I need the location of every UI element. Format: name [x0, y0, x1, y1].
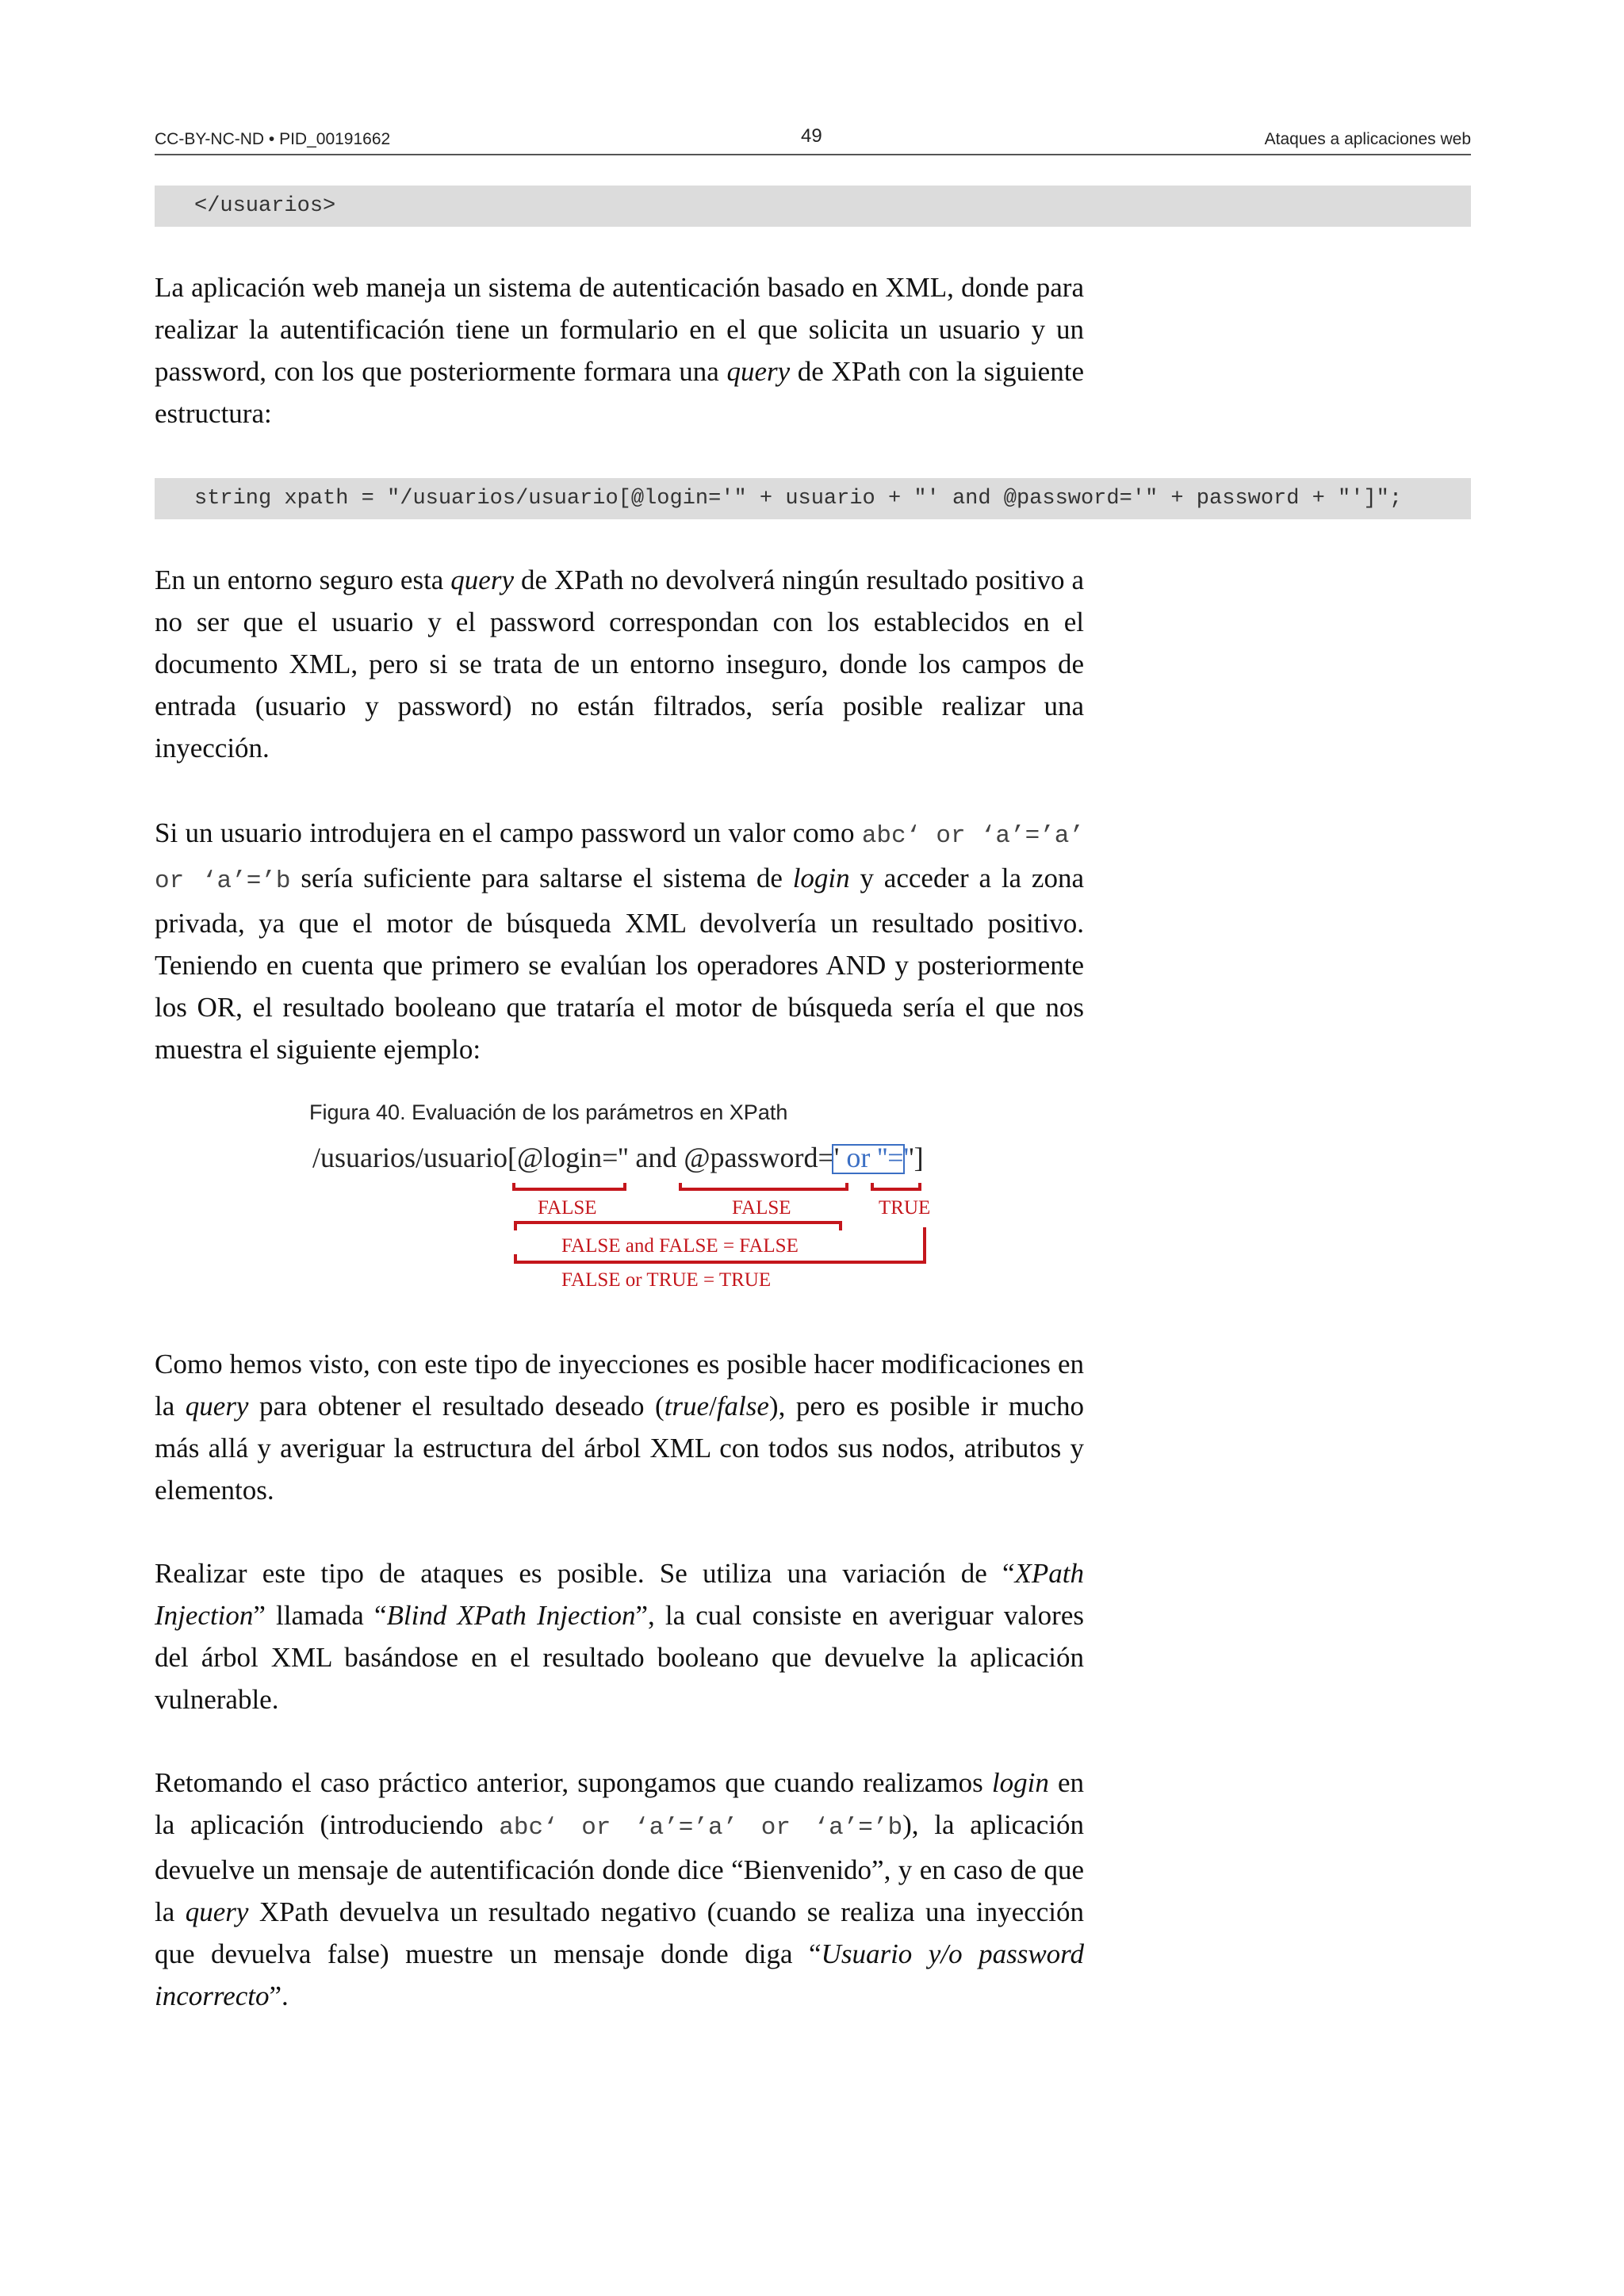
paragraph-6 [155, 1762, 1084, 2017]
page-number: 49 [801, 125, 822, 147]
italic-text: query [185, 1391, 249, 1422]
paragraph-4 [155, 1343, 1084, 1511]
label-and-evaluation: FALSE and FALSE = FALSE [561, 1235, 799, 1257]
inline-code: abc‘ or ‘a’=’a’ or ‘a’=’b [155, 822, 1085, 895]
text: ”, la cual consiste en averiguar valores del árbol XML basándose en el resultado booleano que devuelve la aplicación vulnerable. [155, 1600, 1084, 1715]
text: ), la aplicación devuelve un mensaje de autentificación donde dice “Bienvenido”, y en caso de que la [155, 1809, 1085, 1927]
italic-text: login [792, 863, 850, 894]
text: ” llamada “ [253, 1600, 387, 1631]
text: / [709, 1391, 717, 1422]
paragraph-5 [155, 1552, 1084, 1720]
italic-text: true [664, 1391, 710, 1422]
text: Si un usuario introdujera en el campo password un valor como [155, 817, 862, 848]
paragraph-2 [155, 559, 1084, 769]
header-title: Ataques a aplicaciones web [1264, 130, 1471, 148]
expr-login: @login='' [516, 1142, 629, 1173]
page-header [155, 127, 1471, 155]
italic-text: query [726, 356, 791, 387]
xpath-expression [312, 1142, 924, 1173]
label-false-password: FALSE [732, 1197, 791, 1219]
text: Realizar este tipo de ataques es posible. Se utiliza una variación de “ [155, 1558, 1015, 1589]
code-block-closing-tag: </usuarios> [155, 186, 1471, 227]
text: sería suficiente para saltarse el sistema de [290, 863, 793, 894]
italic-text: query [185, 1896, 249, 1927]
text: de XPath con la siguiente estructura: [155, 356, 1084, 429]
expr-injected-or: or ''=' [839, 1142, 910, 1173]
italic-text: false [716, 1391, 769, 1422]
figure-caption: Figura 40. Evaluación de los parámetros en XPath [309, 1100, 788, 1124]
expr-password: @password=' [684, 1142, 840, 1173]
label-false-login: FALSE [538, 1197, 597, 1219]
label-or-evaluation: FALSE or TRUE = TRUE [561, 1269, 772, 1291]
code-block-xpath-query: string xpath = "/usuarios/usuario[@login='" + usuario + "' and @password='" + password + "']"; [155, 478, 1471, 519]
text: de XPath no devolverá ningún resultado positivo a no ser que el usuario y el password correspondan con los establecidos en el documento XML, pero si se trata de un entorno inseguro, donde los campos de entrada (usuario y password) no están filtrados, sería posible realizar una inyección. [155, 564, 1084, 763]
inline-code: abc‘ or ‘a’=’a’ or ‘a’=’b [499, 1814, 903, 1842]
expr-path: /usuarios/usuario[ [312, 1142, 517, 1173]
header-license-id: CC-BY-NC-ND • PID_00191662 [155, 130, 391, 148]
italic-text: XPath Injection [155, 1558, 1084, 1631]
figure-xpath-evaluation [308, 1134, 942, 1292]
text: La aplicación web maneja un sistema de autenticación basado en XML, donde para realizar la autentificación tiene un formulario en el que solicita un usuario y un password, con los que posteriormente formara una [155, 272, 1084, 387]
bracket-login [514, 1183, 625, 1189]
text: en la aplicación (introduciendo [155, 1767, 1084, 1840]
italic-text: login [991, 1767, 1049, 1798]
text: XPath devuelva un resultado negativo (cuando se realiza una inyección que devuelva false) muestre un mensaje donde diga “ [155, 1896, 1084, 1969]
bracket-password [680, 1183, 847, 1189]
expr-close: '] [909, 1142, 924, 1173]
italic-text: Blind XPath Injection [386, 1600, 636, 1631]
text: y acceder a la zona privada, ya que el motor de búsqueda XML devolvería un resultado positivo. Teniendo en cuenta que primero se evalúan los operadores AND y posteriormente los OR, el resultado booleano que trataría el motor de búsqueda sería el que nos muestra el siguiente ejemplo: [155, 863, 1084, 1065]
text: ), pero es posible ir mucho más allá y averiguar la estructura del árbol XML con todos sus nodos, atributos y elementos. [155, 1391, 1084, 1506]
paragraph-1 [155, 266, 1084, 434]
italic-text: query [450, 564, 514, 595]
text: ”. [269, 1980, 289, 2011]
bracket-or [872, 1183, 920, 1189]
italic-text: Usuario y/o password incorrecto [155, 1938, 1084, 2011]
label-true: TRUE [879, 1197, 931, 1219]
text: para obtener el resultado deseado ( [248, 1391, 665, 1422]
figure-diagram [308, 1134, 942, 1292]
expr-and: and [628, 1142, 684, 1173]
text: Retomando el caso práctico anterior, supongamos que cuando realizamos [155, 1767, 992, 1798]
paragraph-3 [155, 812, 1084, 1070]
text: En un entorno seguro esta [155, 564, 451, 595]
bracket-and-eval [515, 1223, 841, 1230]
text: Como hemos visto, con este tipo de inyecciones es posible hacer modificaciones en la [155, 1349, 1084, 1422]
